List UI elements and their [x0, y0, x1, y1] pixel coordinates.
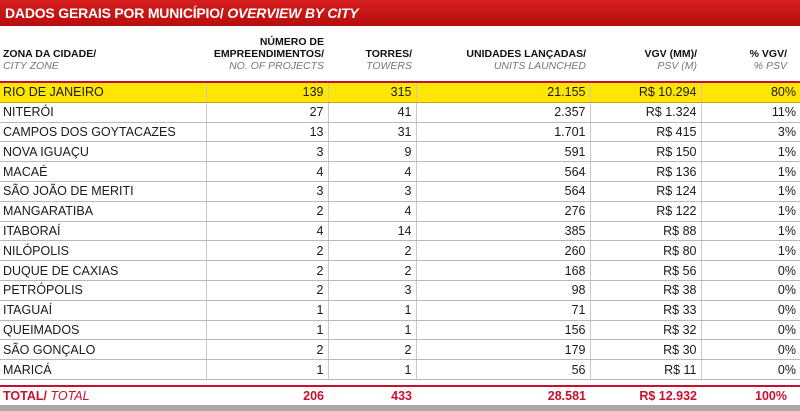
- psv-cell: R$ 1.324: [590, 102, 701, 122]
- units-cell: 2.357: [416, 102, 590, 122]
- units-cell: 98: [416, 280, 590, 300]
- city-cell: CAMPOS DOS GOYTACAZES: [0, 122, 206, 142]
- psv-cell: R$ 33: [590, 300, 701, 320]
- projects-cell: 1: [206, 360, 328, 380]
- table-row: [0, 300, 800, 320]
- units-cell: 21.155: [416, 83, 590, 102]
- psv-cell: R$ 136: [590, 162, 701, 182]
- units-cell: 564: [416, 162, 590, 182]
- psv-cell: R$ 150: [590, 142, 701, 162]
- units-cell: 71: [416, 300, 590, 320]
- header-projects: NÚMERO DE EMPREENDIMENTOS/ NO. OF PROJECTS: [213, 36, 324, 72]
- units-cell: 56: [416, 360, 590, 380]
- towers-cell: 2: [328, 241, 416, 261]
- projects-cell: 2: [206, 261, 328, 281]
- towers-cell: 2: [328, 261, 416, 281]
- psv-cell: R$ 124: [590, 181, 701, 201]
- projects-cell: 2: [206, 280, 328, 300]
- units-cell: 1.701: [416, 122, 590, 142]
- city-cell: RIO DE JANEIRO: [0, 83, 206, 102]
- psv-cell: R$ 38: [590, 280, 701, 300]
- header-pct-psv: % VGV/ % PSV: [749, 48, 787, 72]
- pct-cell: 0%: [701, 340, 800, 360]
- city-cell: SÃO GONÇALO: [0, 340, 206, 360]
- pct-cell: 3%: [701, 122, 800, 142]
- units-cell: 260: [416, 241, 590, 261]
- total-units: 28.581: [547, 389, 586, 403]
- total-label-pt: TOTAL/: [3, 389, 47, 403]
- total-pct: 100%: [755, 389, 787, 403]
- table-row: [0, 181, 800, 201]
- psv-cell: R$ 10.294: [590, 83, 701, 102]
- pct-cell: 0%: [701, 320, 800, 340]
- towers-cell: 4: [328, 162, 416, 182]
- table-row: [0, 221, 800, 241]
- pct-cell: 1%: [701, 241, 800, 261]
- pct-cell: 1%: [701, 142, 800, 162]
- projects-cell: 4: [206, 221, 328, 241]
- table-row: [0, 102, 800, 122]
- units-cell: 591: [416, 142, 590, 162]
- city-cell: QUEIMADOS: [0, 320, 206, 340]
- table-row: [0, 241, 800, 261]
- projects-cell: 2: [206, 340, 328, 360]
- city-cell: MARICÁ: [0, 360, 206, 380]
- projects-cell: 3: [206, 181, 328, 201]
- psv-cell: R$ 415: [590, 122, 701, 142]
- towers-cell: 1: [328, 360, 416, 380]
- towers-cell: 2: [328, 340, 416, 360]
- towers-cell: 1: [328, 300, 416, 320]
- units-cell: 168: [416, 261, 590, 281]
- units-cell: 156: [416, 320, 590, 340]
- header-towers: TORRES/ TOWERS: [365, 48, 412, 72]
- psv-cell: R$ 32: [590, 320, 701, 340]
- projects-cell: 1: [206, 300, 328, 320]
- total-projects: 206: [303, 389, 324, 403]
- table-title: [0, 0, 800, 26]
- title-pt: DADOS GERAIS POR MUNICÍPIO/: [5, 5, 224, 21]
- pct-cell: 1%: [701, 201, 800, 221]
- total-label-en: TOTAL: [50, 389, 90, 403]
- towers-cell: 9: [328, 142, 416, 162]
- table-row: [0, 201, 800, 221]
- towers-cell: 1: [328, 320, 416, 340]
- psv-cell: R$ 30: [590, 340, 701, 360]
- towers-cell: 315: [328, 83, 416, 102]
- projects-cell: 3: [206, 142, 328, 162]
- psv-cell: R$ 56: [590, 261, 701, 281]
- towers-cell: 4: [328, 201, 416, 221]
- table-row: [0, 360, 800, 380]
- table-row: [0, 142, 800, 162]
- projects-cell: 27: [206, 102, 328, 122]
- towers-cell: 41: [328, 102, 416, 122]
- table-row: [0, 122, 800, 142]
- city-cell: SÃO JOÃO DE MERITI: [0, 181, 206, 201]
- pct-cell: 0%: [701, 300, 800, 320]
- city-cell: MACAÉ: [0, 162, 206, 182]
- units-cell: 276: [416, 201, 590, 221]
- pct-cell: 1%: [701, 162, 800, 182]
- city-cell: ITABORAÍ: [0, 221, 206, 241]
- pct-cell: 1%: [701, 221, 800, 241]
- header-units: UNIDADES LANÇADAS/ UNITS LAUNCHED: [466, 48, 586, 72]
- table-row: [0, 162, 800, 182]
- pct-cell: 1%: [701, 181, 800, 201]
- title-en: OVERVIEW BY CITY: [227, 5, 359, 21]
- table-row: [0, 320, 800, 340]
- city-cell: MANGARATIBA: [0, 201, 206, 221]
- header-psv: VGV (MM)/ PSV (M): [644, 48, 697, 72]
- towers-cell: 3: [328, 280, 416, 300]
- table-row-highlighted: [0, 83, 800, 102]
- projects-cell: 139: [206, 83, 328, 102]
- units-cell: 564: [416, 181, 590, 201]
- towers-cell: 14: [328, 221, 416, 241]
- table-row: [0, 340, 800, 360]
- projects-cell: 2: [206, 241, 328, 261]
- towers-cell: 3: [328, 181, 416, 201]
- total-row: [0, 387, 800, 405]
- pct-cell: 0%: [701, 360, 800, 380]
- units-cell: 385: [416, 221, 590, 241]
- units-cell: 179: [416, 340, 590, 360]
- pct-cell: 0%: [701, 261, 800, 281]
- table-header: [0, 30, 800, 80]
- city-cell: NITERÓI: [0, 102, 206, 122]
- city-cell: DUQUE DE CAXIAS: [0, 261, 206, 281]
- city-cell: ITAGUAÍ: [0, 300, 206, 320]
- table-row: [0, 261, 800, 281]
- psv-cell: R$ 122: [590, 201, 701, 221]
- pct-cell: 80%: [701, 83, 800, 102]
- pct-cell: 0%: [701, 280, 800, 300]
- city-table: [0, 83, 800, 380]
- projects-cell: 1: [206, 320, 328, 340]
- total-label: [3, 387, 90, 405]
- psv-cell: R$ 11: [590, 360, 701, 380]
- bottom-band: [0, 405, 800, 411]
- projects-cell: 4: [206, 162, 328, 182]
- header-city-zone: ZONA DA CIDADE/ CITY ZONE: [3, 48, 97, 72]
- total-psv: R$ 12.932: [639, 389, 697, 403]
- projects-cell: 13: [206, 122, 328, 142]
- psv-cell: R$ 88: [590, 221, 701, 241]
- city-cell: PETRÓPOLIS: [0, 280, 206, 300]
- city-cell: NILÓPOLIS: [0, 241, 206, 261]
- pct-cell: 11%: [701, 102, 800, 122]
- total-towers: 433: [391, 389, 412, 403]
- psv-cell: R$ 80: [590, 241, 701, 261]
- projects-cell: 2: [206, 201, 328, 221]
- city-cell: NOVA IGUAÇU: [0, 142, 206, 162]
- table-row: [0, 280, 800, 300]
- towers-cell: 31: [328, 122, 416, 142]
